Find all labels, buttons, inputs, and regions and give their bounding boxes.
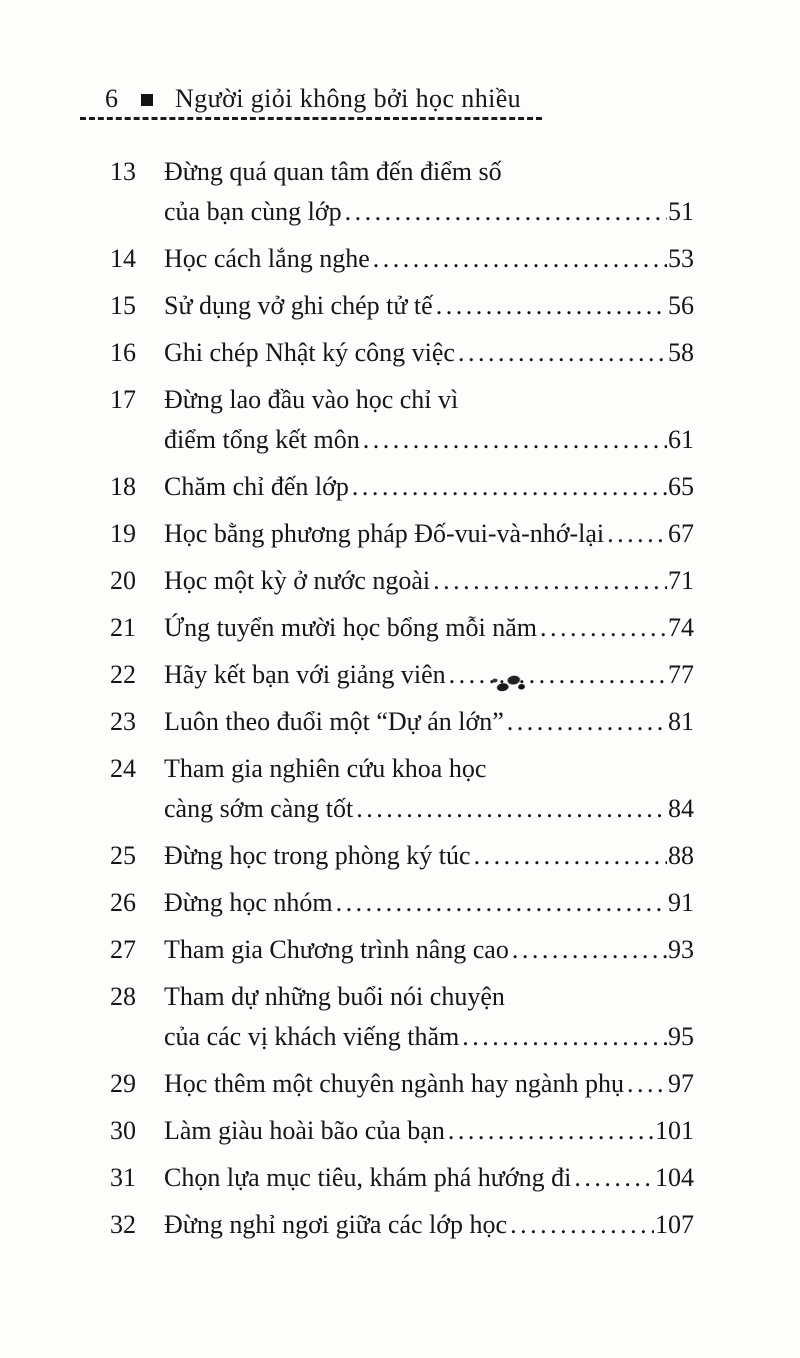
entry-title: Đừng học nhóm <box>164 888 333 917</box>
entry-number: 24 <box>110 754 136 783</box>
entry-content <box>164 152 694 232</box>
toc-entry <box>110 286 694 326</box>
entry-page-number: 77 <box>668 660 694 689</box>
entry-line <box>164 286 694 326</box>
dot-leader <box>433 561 667 601</box>
dot-leader <box>373 239 667 279</box>
entry-page-number: 56 <box>668 291 694 320</box>
toc-entry <box>110 467 694 507</box>
entry-number: 21 <box>110 613 136 642</box>
dot-leader <box>574 1158 654 1198</box>
entry-title: Học bằng phương pháp Đố-vui-và-nhớ-lại <box>164 519 605 548</box>
toc-entry <box>110 977 694 1057</box>
entry-page-number: 81 <box>668 707 694 736</box>
dot-leader <box>436 286 667 326</box>
toc-entry <box>110 836 694 876</box>
entry-number: 14 <box>110 244 136 273</box>
entry-title: Đừng học trong phòng ký túc <box>164 841 471 870</box>
entry-number: 16 <box>110 338 136 367</box>
entry-line <box>164 467 694 507</box>
dot-leader <box>540 608 667 648</box>
dot-leader <box>462 1017 667 1057</box>
dot-leader <box>607 514 667 554</box>
entry-page-number: 65 <box>668 472 694 501</box>
entry-content <box>164 883 694 923</box>
entry-title: Tham gia Chương trình nâng cao <box>164 935 509 964</box>
entry-page-number: 104 <box>655 1163 694 1192</box>
entry-title: Học thêm một chuyên ngành hay ngành phụ <box>164 1069 624 1098</box>
entry-line <box>164 239 694 279</box>
dot-leader <box>352 467 667 507</box>
entry-number: 15 <box>110 291 136 320</box>
entry-content <box>164 977 694 1057</box>
entry-number: 17 <box>110 385 136 414</box>
entry-line <box>164 977 694 1017</box>
entry-content <box>164 333 694 373</box>
toc-entry <box>110 1064 694 1104</box>
toc-entry <box>110 514 694 554</box>
toc-entry <box>110 883 694 923</box>
toc-list <box>110 152 694 1252</box>
entry-number: 31 <box>110 1163 136 1192</box>
entry-line <box>164 1158 694 1198</box>
entry-content <box>164 239 694 279</box>
entry-number: 20 <box>110 566 136 595</box>
entry-line <box>164 1205 694 1245</box>
entry-page-number: 51 <box>668 197 694 226</box>
entry-line <box>164 749 694 789</box>
header-page-number: 6 <box>105 84 119 113</box>
square-bullet-icon <box>141 94 153 106</box>
entry-line <box>164 655 694 695</box>
entry-title: Hãy kết bạn với giảng viên <box>164 660 446 689</box>
book-title: Người giỏi không bởi học nhiều <box>175 84 522 113</box>
entry-line <box>164 514 694 554</box>
toc-entry <box>110 930 694 970</box>
entry-number: 23 <box>110 707 136 736</box>
entry-line <box>164 1111 694 1151</box>
entry-line <box>164 883 694 923</box>
entry-content <box>164 561 694 601</box>
entry-page-number: 67 <box>668 519 694 548</box>
entry-page-number: 58 <box>668 338 694 367</box>
toc-entry <box>110 333 694 373</box>
entry-content <box>164 702 694 742</box>
entry-title: Ứng tuyển mười học bổng mỗi năm <box>164 613 537 642</box>
entry-title: Đừng quá quan tâm đến điểm số <box>164 157 502 186</box>
entry-content <box>164 608 694 648</box>
entry-line <box>164 702 694 742</box>
dot-leader <box>458 333 667 373</box>
entry-line <box>164 789 694 829</box>
entry-title: Chăm chỉ đến lớp <box>164 472 349 501</box>
entry-title: Luôn theo đuổi một “Dự án lớn” <box>164 707 504 736</box>
entry-title: Học một kỳ ở nước ngoài <box>164 566 431 595</box>
entry-title: Tham gia nghiên cứu khoa học <box>164 754 487 783</box>
entry-line <box>164 420 694 460</box>
entry-line <box>164 380 694 420</box>
entry-title: của bạn cùng lớp <box>164 197 342 226</box>
entry-title: càng sớm càng tốt <box>164 794 354 823</box>
dot-leader <box>510 1205 654 1245</box>
entry-title: Học cách lắng nghe <box>164 244 370 273</box>
entry-page-number: 61 <box>668 425 694 454</box>
dot-leader <box>448 1111 654 1151</box>
entry-number: 27 <box>110 935 136 964</box>
entry-content <box>164 467 694 507</box>
entry-page-number: 95 <box>668 1022 694 1051</box>
entry-line <box>164 192 694 232</box>
dot-leader <box>356 789 667 829</box>
entry-title: Đừng lao đầu vào học chỉ vì <box>164 385 459 414</box>
entry-number: 22 <box>110 660 136 689</box>
entry-page-number: 91 <box>668 888 694 917</box>
entry-line <box>164 836 694 876</box>
entry-content <box>164 836 694 876</box>
entry-content <box>164 286 694 326</box>
entry-line <box>164 561 694 601</box>
entry-page-number: 71 <box>668 566 694 595</box>
entry-number: 32 <box>110 1210 136 1239</box>
toc-entry <box>110 239 694 279</box>
dot-leader <box>507 702 667 742</box>
entry-title: Đừng nghỉ ngơi giữa các lớp học <box>164 1210 508 1239</box>
toc-entry <box>110 1158 694 1198</box>
entry-title: điểm tổng kết môn <box>164 425 360 454</box>
entry-title: Chọn lựa mục tiêu, khám phá hướng đi <box>164 1163 572 1192</box>
entry-title: Ghi chép Nhật ký công việc <box>164 338 455 367</box>
entry-number: 18 <box>110 472 136 501</box>
dot-leader <box>449 655 667 695</box>
ink-smudge <box>491 670 528 697</box>
entry-title: Tham dự những buổi nói chuyện <box>164 982 505 1011</box>
entry-page-number: 93 <box>668 935 694 964</box>
entry-title: của các vị khách viếng thăm <box>164 1022 460 1051</box>
entry-content <box>164 655 694 695</box>
entry-number: 29 <box>110 1069 136 1098</box>
entry-page-number: 101 <box>655 1116 694 1145</box>
entry-number: 19 <box>110 519 136 548</box>
dot-leader <box>336 883 667 923</box>
toc-entry <box>110 702 694 742</box>
entry-number: 13 <box>110 157 136 186</box>
page-header <box>105 84 521 114</box>
entry-content <box>164 1158 694 1198</box>
toc-entry <box>110 1111 694 1151</box>
entry-number: 25 <box>110 841 136 870</box>
toc-entry <box>110 152 694 232</box>
entry-content <box>164 1205 694 1245</box>
entry-line <box>164 152 694 192</box>
entry-content <box>164 1064 694 1104</box>
entry-line <box>164 333 694 373</box>
entry-number: 28 <box>110 982 136 1011</box>
entry-content <box>164 1111 694 1151</box>
entry-page-number: 97 <box>668 1069 694 1098</box>
entry-content <box>164 380 694 460</box>
entry-title: Làm giàu hoài bão của bạn <box>164 1116 445 1145</box>
toc-entry <box>110 749 694 829</box>
entry-content <box>164 749 694 829</box>
toc-entry <box>110 655 694 695</box>
toc-entry <box>110 380 694 460</box>
entry-line <box>164 1064 694 1104</box>
entry-page-number: 74 <box>668 613 694 642</box>
entry-number: 26 <box>110 888 136 917</box>
toc-entry <box>110 561 694 601</box>
dot-leader <box>345 192 667 232</box>
dot-leader <box>363 420 667 460</box>
entry-content <box>164 514 694 554</box>
dashed-divider <box>80 117 542 120</box>
entry-number: 30 <box>110 1116 136 1145</box>
toc-entry <box>110 608 694 648</box>
entry-line <box>164 608 694 648</box>
entry-line <box>164 930 694 970</box>
entry-content <box>164 930 694 970</box>
entry-page-number: 53 <box>668 244 694 273</box>
toc-entry <box>110 1205 694 1245</box>
entry-line <box>164 1017 694 1057</box>
entry-page-number: 107 <box>655 1210 694 1239</box>
entry-page-number: 84 <box>668 794 694 823</box>
dot-leader <box>512 930 667 970</box>
dot-leader <box>474 836 667 876</box>
dot-leader <box>627 1064 667 1104</box>
entry-title: Sử dụng vở ghi chép tử tế <box>164 291 433 320</box>
entry-page-number: 88 <box>668 841 694 870</box>
